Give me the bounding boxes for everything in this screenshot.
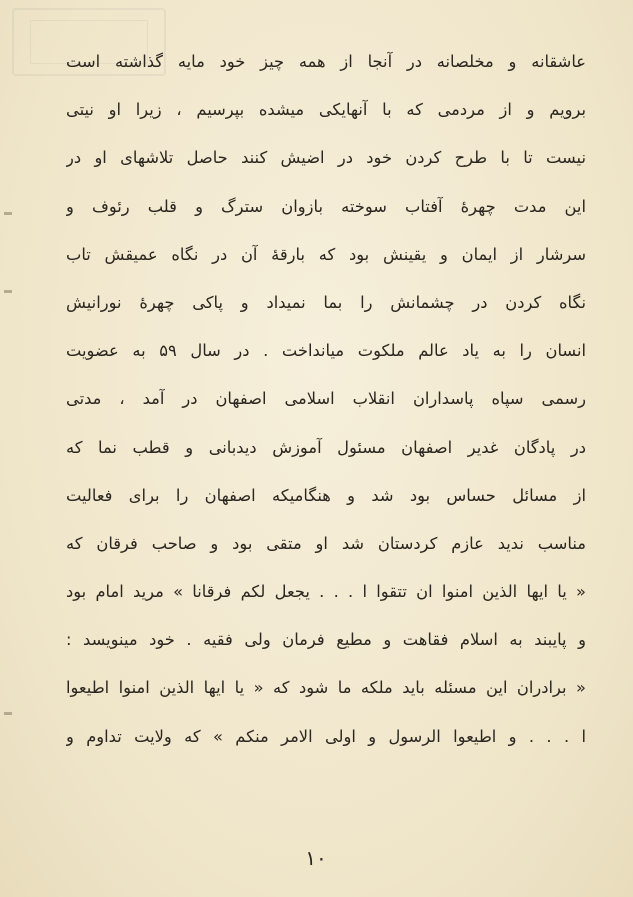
text-line: از مسائل حساس بود شد و هنگامیکه اصفهان را برای فعالیت	[66, 485, 586, 505]
body-text	[66, 38, 586, 761]
binding-mark	[4, 212, 12, 215]
text-line: « یا ایها الذین امنوا ان تتقوا ا . . . یجعل لکم فرقانا » مرید امام بود	[66, 582, 586, 602]
text-line: این مدت چهرهٔ آفتاب سوخته بازوان سترگ و قلب رئوف و	[66, 196, 586, 216]
text-line: نگاه کردن در چشمانش را بما نمیداد و پاکی چهرهٔ نورانیش	[66, 292, 586, 312]
binding-mark	[4, 712, 12, 715]
text-line: سرشار از ایمان و یقینش بود که بارقهٔ آن در نگاه عمیقش تاب	[66, 244, 586, 264]
text-line: در پادگان غدیر اصفهان مسئول آموزش دیدبانی و قطب نما که	[66, 437, 586, 457]
text-line: رسمی سپاه پاسداران انقلاب اسلامی اصفهان در آمد ، مدتی	[66, 389, 586, 409]
binding-mark	[4, 290, 12, 293]
text-line: و پایبند به اسلام فقاهت و مطیع فرمان ولی فقیه . خود مینویسد :	[66, 630, 586, 650]
text-line: عاشقانه و مخلصانه در آنجا از همه چیز خود مایه گذاشته است	[66, 52, 586, 71]
text-line: « برادران این مسئله باید ملکه ما شود که « یا ایها الذین امنوا اطیعوا	[66, 678, 586, 698]
text-line: برویم و از مردمی که با آنهایکی میشده بپرسیم ، زیرا او نیتی	[66, 100, 586, 120]
text-line: مناسب ندید عازم کردستان شد او متقی بود و صاحب فرقان که	[66, 533, 586, 553]
text-line: ا . . . و اطیعوا الرسول و اولی الامر منکم » که ولایت تداوم و	[66, 726, 586, 746]
page-number: ١٠	[305, 846, 327, 870]
text-line: انسان را به یاد عالم ملکوت میانداخت . در سال ۵۹ به عضویت	[66, 341, 586, 361]
text-line: نیست تا با طرح کردن خود در اضیش کنند حاصل تلاشهای او در	[66, 148, 586, 168]
